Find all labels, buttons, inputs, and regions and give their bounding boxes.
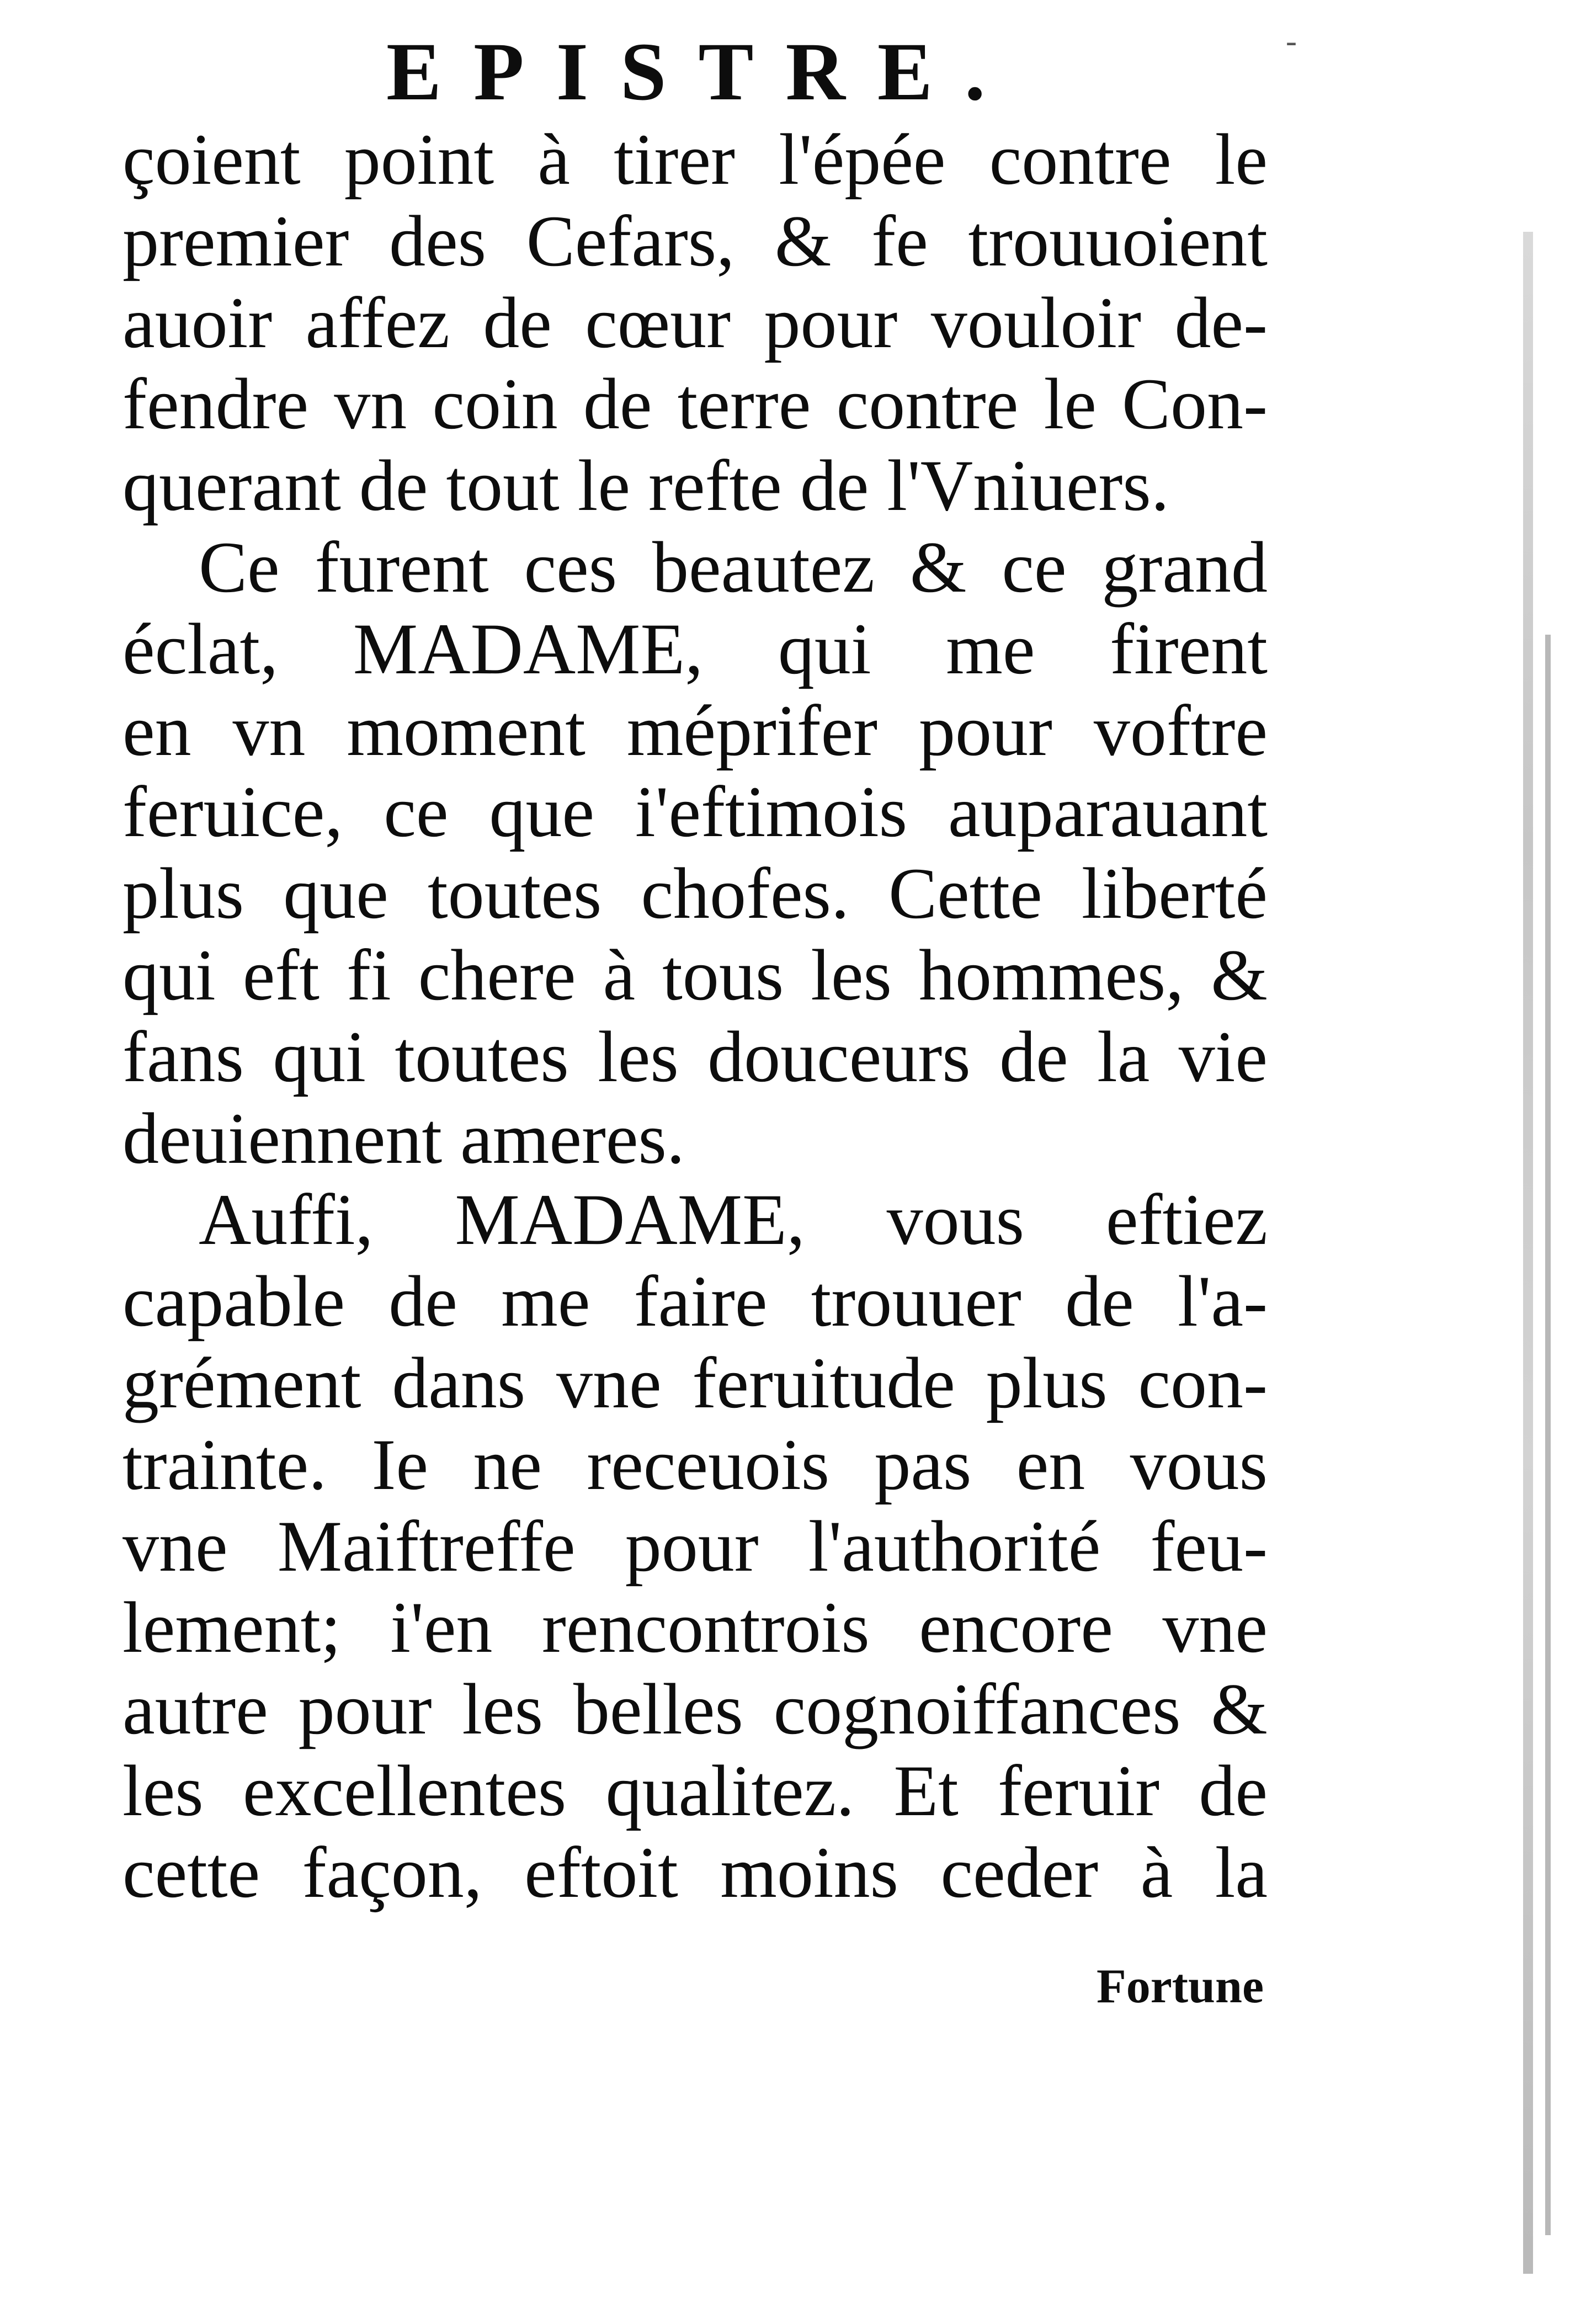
text-line: grément dans vne feruitude plus con-: [123, 1342, 1268, 1423]
text-line-paragraph-start: Auffi, MADAME, vous eftiez: [199, 1179, 1268, 1261]
body-text: [123, 119, 1268, 1913]
text-line: vne Maiftreffe pour l'authorité feu-: [123, 1505, 1268, 1587]
text-line: çoient point à tirer l'épée contre le: [123, 119, 1268, 200]
catchword: Fortune: [1096, 1960, 1264, 2013]
text-line: capable de me faire trouuer de l'a-: [123, 1261, 1268, 1342]
text-line: autre pour les belles cognoiffances &: [123, 1668, 1268, 1750]
text-line: les excellentes qualitez. Et feruir de: [123, 1749, 1268, 1831]
text-line: premier des Cefars, & fe trouuoient: [123, 200, 1268, 281]
text-line-paragraph-start: Ce furent ces beautez & ce grand: [199, 526, 1268, 608]
text-line: éclat, MADAME, qui me firent: [123, 608, 1268, 689]
text-line: plus que toutes chofes. Cette liberté: [123, 853, 1268, 934]
text-line: en vn moment méprifer pour voftre: [123, 689, 1268, 771]
running-head: EPISTRE.: [386, 26, 1018, 118]
text-line: deuiennent ameres.: [123, 1097, 685, 1179]
margin-mark: -: [1286, 23, 1297, 59]
text-line: querant de tout le refte de l'Vniuers.: [123, 445, 1169, 527]
text-line: qui eft fi chere à tous les hommes, &: [123, 934, 1268, 1015]
text-line: cette façon, eftoit moins ceder à la: [123, 1831, 1268, 1913]
text-line: fans qui toutes les douceurs de la vie: [123, 1015, 1268, 1097]
binding-edge: [1523, 232, 1533, 2274]
text-line: trainte. Ie ne receuois pas en vous: [123, 1423, 1268, 1505]
text-line: feruice, ce que i'eftimois auparauant: [123, 771, 1268, 853]
text-line: fendre vn coin de terre contre le Con-: [123, 363, 1268, 445]
text-line: lement; i'en rencontrois encore vne: [123, 1587, 1268, 1668]
text-line: auoir affez de cœur pour vouloir de-: [123, 281, 1268, 363]
binding-edge-shadow: [1545, 635, 1551, 2235]
